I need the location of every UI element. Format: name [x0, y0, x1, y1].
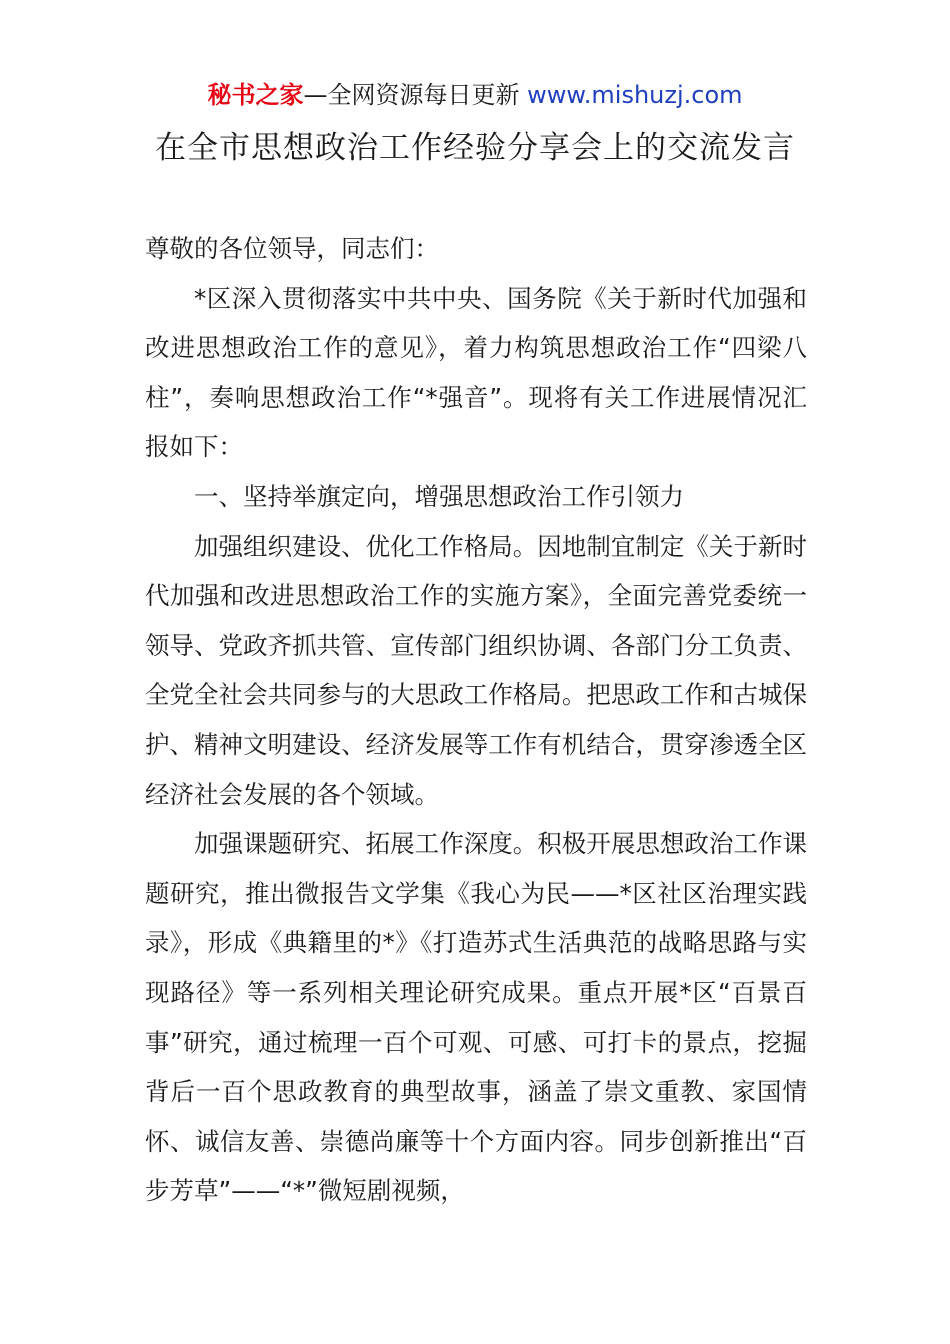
document-title: 在全市思想政治工作经验分享会上的交流发言: [155, 130, 795, 166]
site-banner: [0, 78, 950, 112]
intro-paragraph: *区深入贯彻落实中共中央、国务院《关于新时代加强和改进思想政治工作的意见》，着力构筑思想政治工作“四梁八柱”，奏响思想政治工作“*强音”。现将有关工作进展情况汇报如下：: [145, 283, 807, 462]
body-paragraph: 加强组织建设、优化工作格局。因地制宜制定《关于新时代加强和改进思想政治工作的实施方案》，全面完善党委统一领导、党政齐抓共管、宣传部门组织协调、各部门分工负责、全党全社会共同参与的大思政工作格局。把思政工作和古城保护、精神文明建设、经济发展等工作有机结合，贯穿渗透全区经济社会发展的各个领域。: [145, 531, 807, 809]
document-body: [145, 224, 807, 1216]
section-heading: 一、坚持举旗定向，增强思想政治工作引领力: [194, 481, 684, 511]
banner-slogan: —全网资源每日更新: [303, 81, 528, 109]
body-paragraph: 加强课题研究、拓展工作深度。积极开展思想政治工作课题研究，推出微报告文学集《我心为民——*区社区治理实践录》，形成《典籍里的*》《打造苏式生活典范的战略思路与实现路径》等一系列相关理论研究成果。重点开展*区“百景百事”研究，通过梳理一百个可观、可感、可打卡的景点，挖掘背后一百个思政教育的典型故事，涵盖了崇文重教、家国情怀、诚信友善、崇德尚廉等十个方面内容。同步创新推出“百步芳草”——“*”微短剧视频，: [145, 829, 807, 1206]
brand-name: 秘书之家: [207, 81, 304, 109]
salutation: 尊敬的各位领导，同志们：: [145, 234, 439, 263]
site-url-link[interactable]: www.mishuzj.com: [527, 81, 743, 109]
